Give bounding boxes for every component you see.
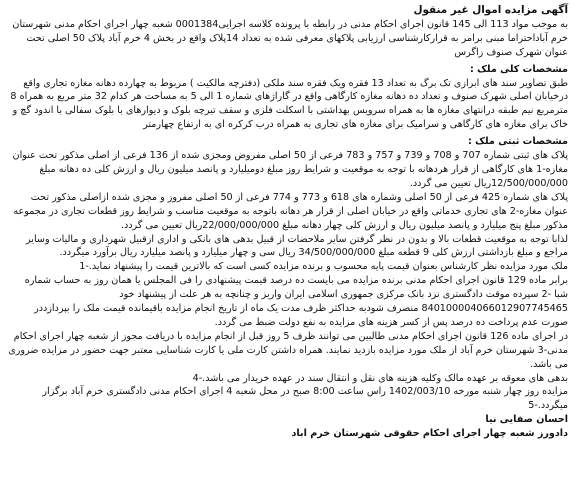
registry-item-2: پلاک های شماره 425 فرعی از 50 اصلی وشماره های 618 و 773 و 774 فرعی از 50 اصلی مفروز و مجزی شده ازاصلی مذکور تحت عنوان مغازه-2 های تجاری خدماتی واقع در خیابان اصلی از قرار هر دهانه باتوجه به موقعیت مناسب و شرایط روز قطعات تجاری در مجموعه مذکور مبلغ پنج میلیارد و پانصد میلیون ریال و ارزش کلی چهار دهانه مبلغ 22/000/000/000ریال تعیین می گردد. — [13, 191, 568, 231]
general-specs-text: طبق تصاویر سند های ابرازی تک برگ به تعداد 13 فقره ویک فقره سند ملکی (دفترچه مالکیت ) مربوط به چهارده دهانه مغازه تجاری واقع درخیابان اصلی شهرک صنوف و تعداد ده دهانه مغازه کارگاهی واقع در گاراژهای شماره 1 الی 5 به مساحت هر کدام 32 متر مربع به همراه 8 مترمربع نیم طبقه درانتهای مغازه ها به همراه سرویس بهداشتی با اسکلت فلزی و سقف تیرچه بلوک و دیوارهای با بلوک سفالی با اندود گچ و خاک برای مغازه های کارگاهی و سرامیک برای مغازه های تجاری به همراه درب کرکره ای به ارتفاع چهارمتر — [10, 77, 568, 131]
registry-item-1: پلاک های ثبتی شماره 707 و 708 و 739 و 757 و 783 فرعی از 50 اصلی مفروض ومجزی شده از 136 فرعی از اصلی مذکور تحت عنوان مغازه-1 های کارگاهی از قرار هردهانه با توجه به موقعیت و شرایط روز مبلغ دومیلیارد و پانصد میلیون ریال و ارزش کلی ده دهانه مبلغ 12/500/000/000ریال تعیین می گردد. — [12, 150, 568, 189]
condition-5: مزایده روز چهار شنبه مورخه 1402/003/10 راس ساعت 8:00 صبح در محل شعبه 4 اجرای احکام مدنی دادگستری خرم آباد برگزار میگردد.-5 — [42, 386, 568, 412]
signer-name: احسان صفایی نیا — [485, 414, 568, 426]
condition-1: ملک مورد مزایده نظر کارشناس بعنوان قیمت پایه محسوب و برنده مزایده کسی است که بالاترین قیمت را پیشنهاد نماید.-1 — [79, 261, 568, 273]
registry-specs-heading: مشخصات ثبتی ملک : — [468, 136, 568, 148]
condition-4: بدهی های معوقه بر عهده مالک وکلیه هزینه های نقل و انتقال سند در عهده خریدار می باشد.-4 — [192, 372, 568, 384]
notice-intro: به موجب مواد 113 الی 145 قانون اجرای احکام مدنی در رابطه با پرونده کلاسه اجرایی0001384 شعبه چهار اجرای احکام مدنی شهرستان خرم آباداحتراما مبنی برامر به قرارکارشناسی ارزیابی پلاکهای معرفی شده به تعداد 14پلاک واقع در بخش 4 خرم آباد پلاک 50 اصلی تحت عنوان شهرک صنوف زاگرس — [12, 18, 568, 58]
total-valuation: لذابا توجه به موقعیت قطعات بالا و بدون در نظر گرفتن سایر ملاحضات از قبیل بدهی های بانکی و اداری ازقبیل شهرداری و مالیات وسایر مراجع و مبلغ بازداشتی ارزش کلی 9 قطعه مبلغ 34/500/000/000 ریال سی و چهار میلیارد و پانصد میلیارد ریال برآورد میگردد. — [26, 233, 568, 259]
condition-3: در اجرای ماده 126 قانون اجرای احکام مدنی طالبین می توانند ظرف 5 روز قبل از انجام مزایده با دریافت مجوز از شعبه چهار اجرای احکام مدنی-3 شهرستان خرم آباد از ملک مورد مزایده بازدید نمایند. همراه داشتن کارت ملی یا کارت شناسایی معتبر جهت حضور در مزایده ضروری می باشد. — [8, 330, 568, 370]
signer-title: دادورز شعبه چهار اجرای احکام حقوقی شهرستان خرم اباد — [291, 428, 568, 440]
notice-title: آگهی مزایده اموال غیر منقول — [413, 4, 568, 16]
general-specs-heading: مشخصات کلی ملک : — [469, 63, 568, 75]
condition-2: برابر ماده 129 قانون اجرای احکام مدنی برنده مزایده می بایست ده درصد قیمت پیشنهادی را فی المجلس یا همان روز به حساب شماره شبا -2 سپرده موقت دادگستری نزد بانک مرکزی جمهوری اسلامی ایران واریز و چنانچه به هر علت از پیشنهاد خود 840100004066012907745465 منصرف شودبه حداکثر ظرف مدت یک ماه از تاریخ انجام مزایده باقیمانده قیمت ملک را بپردازددر صورت عدم پرداخت ده درصد پس از کسر هزینه های مزایده به نفع دولت ضبط می گردد. — [24, 275, 568, 328]
